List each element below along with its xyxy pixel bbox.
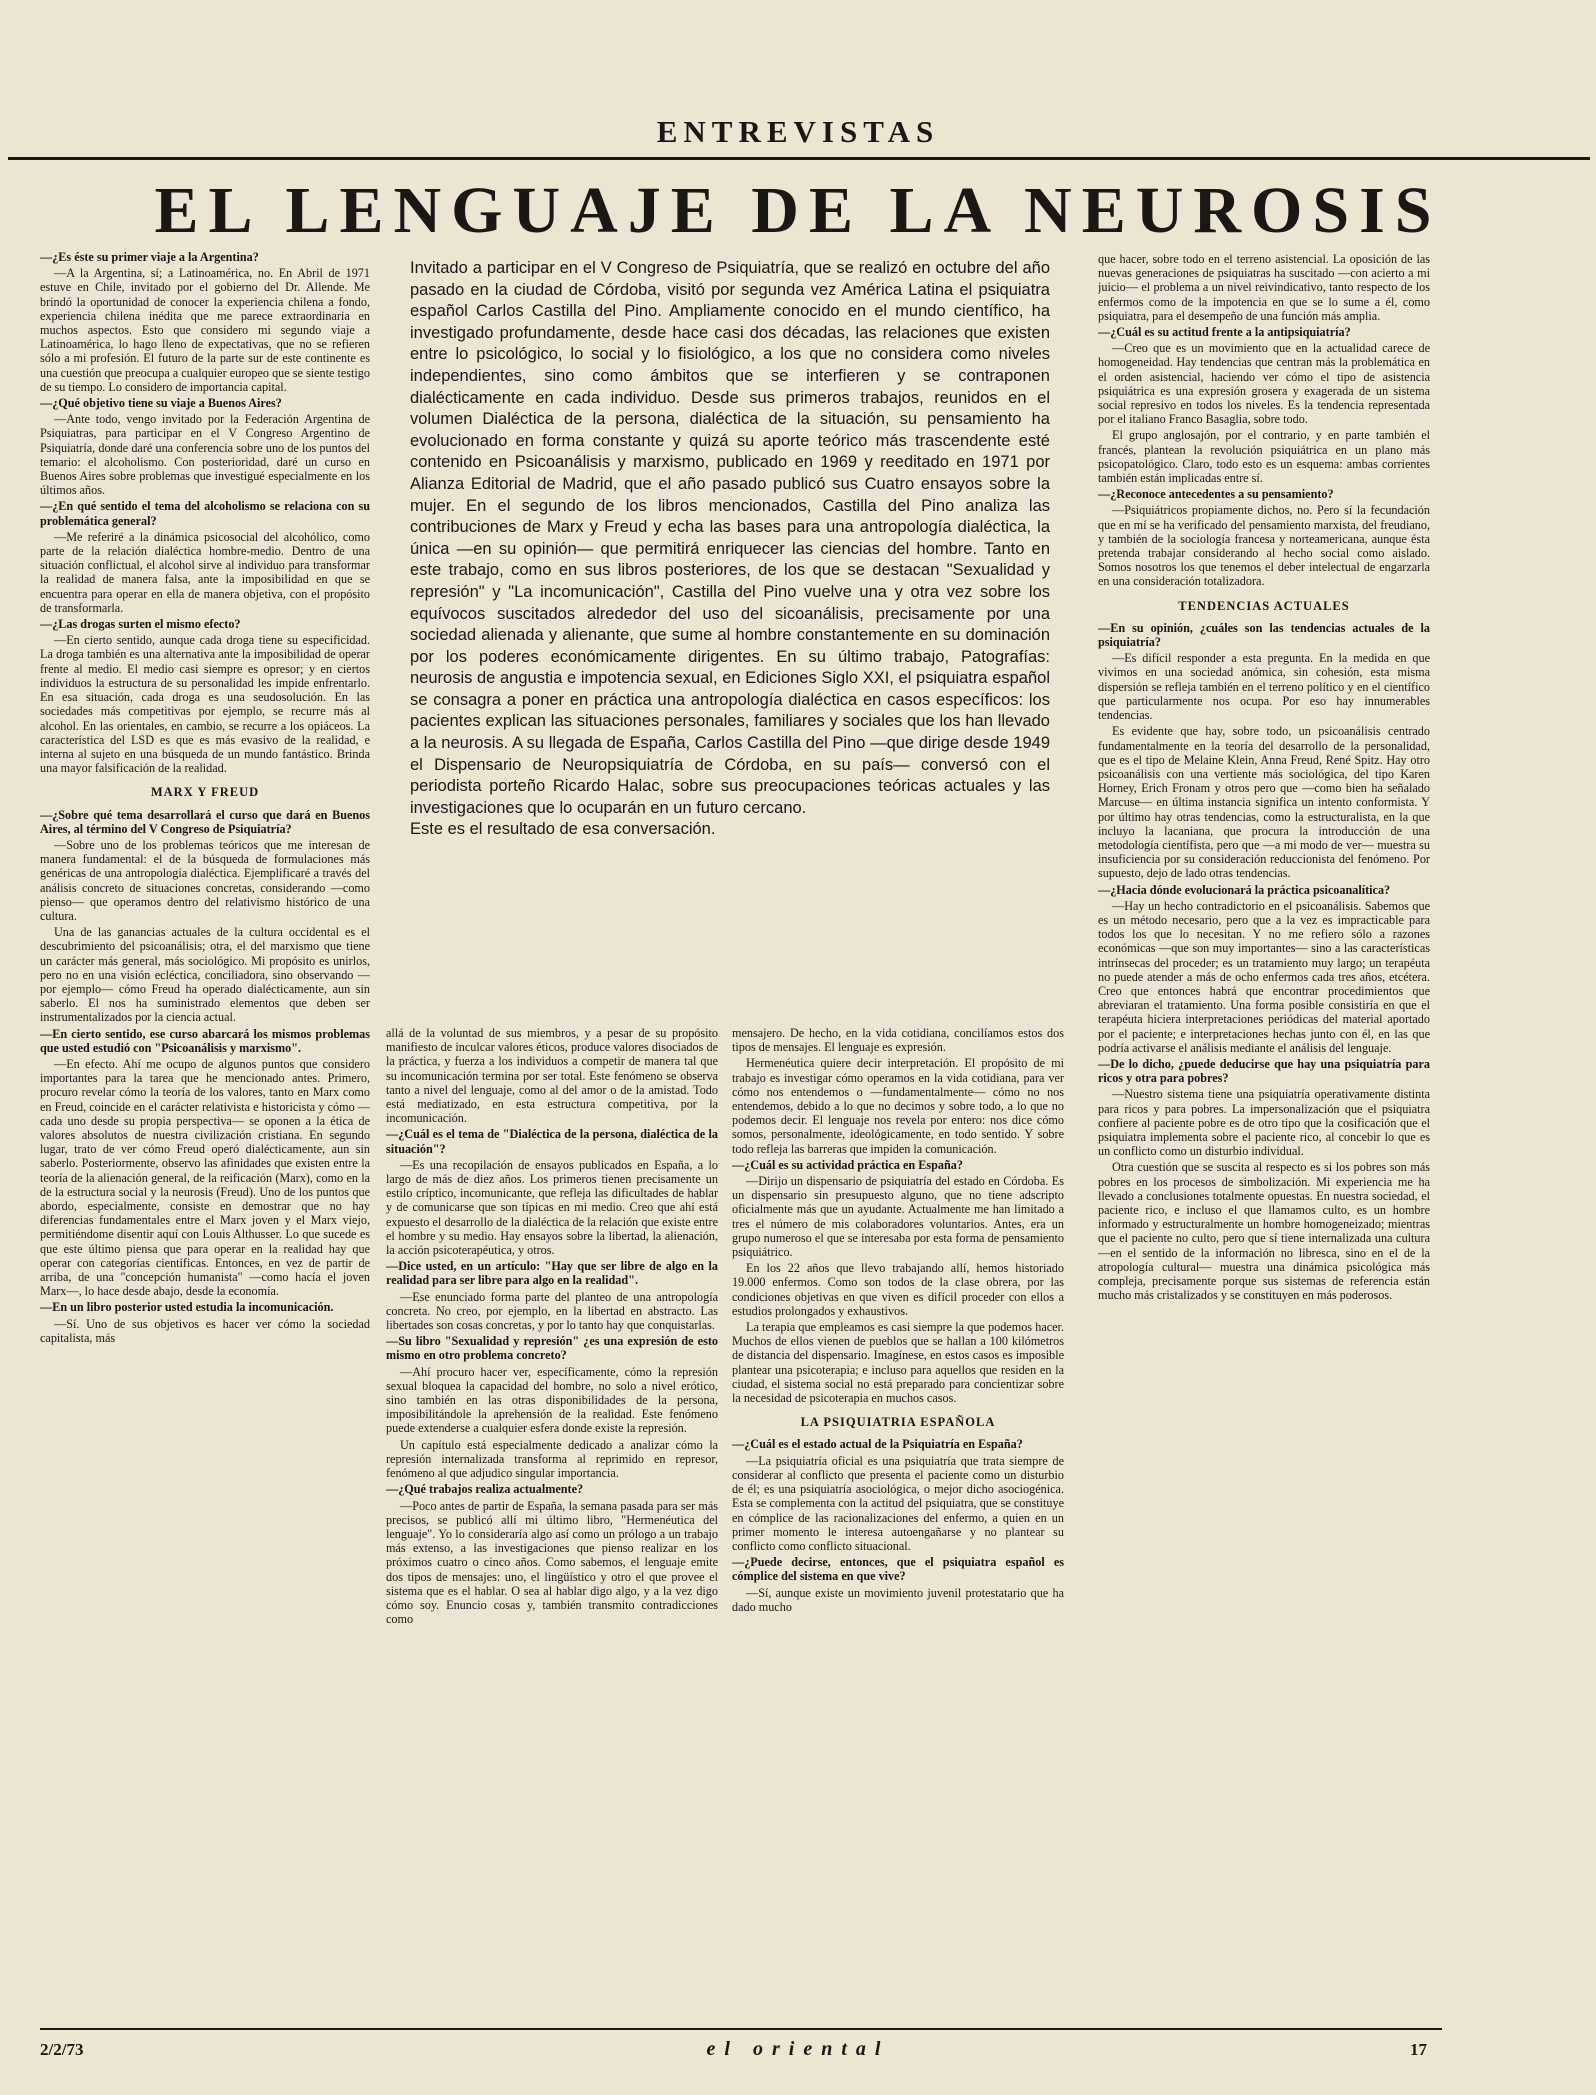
interview-question: —En cierto sentido, ese curso abarcará los mismos problemas que usted estudió con "Psicoanálisis y marxismo". [40, 1026, 370, 1055]
interview-paragraph: —En cierto sentido, aunque cada droga tiene su especificidad. La droga también es una alternativa ante la imposibilidad de operar frente al medio. El medio casi siempre es opresor; y en ciertos individuos la estructura de su personalidad les impide enfrentarlo. En esa situación, cada droga es una seudosolución. En las sociedades más competitivas por ejemplo, se recurre más al alcohol. En las orientales, en cambio, se recurre a los opiáceos. La característica del LSD es que es más evasivo de la realidad, e interna al sujeto en una búsqueda de un mundo fantástico. Brinda una mayor falsificación de la realidad. [40, 633, 370, 776]
interview-paragraph: La terapia que empleamos es casi siempre la que podemos hacer. Muchos de ellos vienen de pueblos que se hallan a 100 kilómetros de distancia del dispensario. Imagínese, en estos casos es imposible plantear una psicoterapia; e incluso para aquellos que residen en la ciudad, el sistema social no está preparado para concientizar sobre la necesidad de psicoterapia en muchos casos. [732, 1320, 1064, 1406]
interview-paragraph: —Nuestro sistema tiene una psiquiatría operativamente distinta para ricos y para pobres. La impersonalización que el psiquiatra confiere al paciente pobre es de otro tipo que la cosificación que el psiquiatra implementa sobre el paciente rico, al concebir lo que es un conflicto como un disturbio individual. [1098, 1087, 1430, 1159]
interview-question: —¿Qué trabajos realiza actualmente? [386, 1482, 584, 1497]
interview-paragraph: En los 22 años que llevo trabajando allí, hemos historiado 19.000 enfermos. Como son todos de la clase obrera, por las condiciones objetivas en que viven es difícil proceder con ellos a estudios prolongados y exhaustivos. [732, 1261, 1064, 1318]
header-rule [8, 157, 1590, 160]
interview-question: —En su opinión, ¿cuáles son las tendencias actuales de la psiquiatría? [1098, 620, 1430, 650]
interview-paragraph: —Sí, aunque existe un movimiento juvenil protestatario que ha dado mucho [732, 1585, 1064, 1614]
interview-paragraph: Hermenéutica quiere decir interpretación. El propósito de mi trabajo es investigar cómo operamos en la vida cotidiana, para ver cómo nos entendemos o —fundamentalmente— cómo no nos entendemos, debido a lo que no decimos y sobre todo, a lo que no podemos decir. El lenguaje nos revela por entero: nos dice cómo somos, personalmente, ideológicamente, en todo sentido. Y sobre todo refleja las barreras que impiden la comunicación. [732, 1056, 1064, 1156]
interview-paragraph: —Poco antes de partir de España, la semana pasada para ser más precisos, se publicó allí mi último libro, "Hermenéutica del lenguaje". Yo lo consideraría algo así como un prólogo a un trabajo más extenso, a las investigaciones que pienso realizar en los próximos cuatro o cinco años. Como sabemos, el lenguaje emite dos tipos de mensajes: uno, el lingüístico y otro el que provee el sistema que es el hablar. O sea al hablar digo algo, y a la vez digo cómo soy. Enuncio cosas y, también transmito contradicciones como [386, 1498, 718, 1627]
footer-page-number: 17 [1410, 2040, 1427, 2059]
interview-question: —¿Las drogas surten el mismo efecto? [40, 617, 241, 632]
interview-question: —¿Qué objetivo tiene su viaje a Buenos Aires? [40, 396, 282, 411]
interview-paragraph: —Es difícil responder a esta pregunta. En la medida en que vivimos en una sociedad anómica, sin cohesión, esta misma dispersión se refleja también en el terreno político y en el científico que particularmente nos ocupa. Por eso hay innumerables tendencias. [1098, 651, 1430, 723]
interview-question: —¿Es éste su primer viaje a la Argentina? [40, 250, 259, 264]
interview-paragraph: —Hay un hecho contradictorio en el psicoanálisis. Sabemos que es un método necesario, pero que a la vez es impracticable para todos los que lo necesitan. Y no me refiero sólo a razones económicas —que son muy importantes— sino a las características intrínsecas del proceder; es un tratamiento muy largo; un terapéuta no puede atender a más de ocho enfermos cada tres años, etcétera. Creo que entonces habrá que encontrar procedimientos que abreviaran el tratamiento. Una forma posible consistiría en que el terapéuta hiciera interpretaciones periódicas del material aportado por el paciente; e interpretaciones hechas junto con él, en las que podría activarse el análisis mediante el análisis del lenguaje. [1098, 898, 1430, 1055]
interview-paragraph: —En efecto. Ahí me ocupo de algunos puntos que considero importantes para la tarea que he mencionado antes. Primero, procuro revelar cómo la teoría de los valores, tanto en Marx como en Freud, coincide en el carácter relativista e historicista y cómo —cada uno desde su propia perspectiva— se oponen a la ética de valores absolutos de nuestra civilización cristiana. En segundo lugar, trato de ver cómo Freud operó dialécticamente, aun sin saberlo. Posteriormente, observo las afinidades que existen entre la teoría de la alienación general, de la reificación (Marx), como en la de la estructura social y la neurosis (Freud). Uno de los puntos que abordo, especialmente, consiste en demostrar que no hay diferencias fundamentales entre el Marx joven y el Marx viejo, permitiéndome disentir aquí con Louis Althusser. Lo que sucede es que este último piensa que para operar en la realidad hay que operar con categorías científicas. Entonces, en vez de partir de arriba, de una "concepción humanista" —como hacía el joven Marx—, lo hace desde abajo, desde la economía. [40, 1056, 370, 1299]
article-column-3 [732, 1026, 1064, 2016]
subheading: LA PSIQUIATRIA ESPAÑOLA [800, 1415, 996, 1430]
interview-paragraph: —Ese enunciado forma parte del planteo de una antropología concreta. No creo, por ejemplo, en la libertad en abstracto. Las libertades son cosas concretas, y por lo tanto hay que conquistarlas. [386, 1289, 718, 1333]
interview-question: —¿Sobre qué tema desarrollará el curso que dará en Buenos Aires, al término del V Congreso de Psiquiatría? [40, 807, 370, 836]
interview-paragraph: —Creo que es un movimiento que en la actualidad carece de homogeneidad. Hay tendencias que centran más la problemática en el orden asistencial, haciendo ver cómo el tipo de asistencia psiquiátrica es una expresión grosera y exagerada de un sistema social represivo en todos los niveles. Es la tendencia representada por el italiano Franco Basaglia, sobre todo. [1098, 341, 1430, 427]
interview-paragraph: mensajero. De hecho, en la vida cotidiana, concilíamos estos dos tipos de mensajes. El lenguaje es expresión. [732, 1026, 1064, 1055]
interview-paragraph: —Ante todo, vengo invitado por la Federación Argentina de Psiquiatras, para participar en el V Congreso Argentino de Psiquiatría, donde daré una conferencia sobre uno de los puntos del temario: el alcoholismo. Con posterioridad, daré un curso en Buenos Aires sobre problemas que investigué especialmente en los últimos años. [40, 412, 370, 498]
interview-question: —Dice usted, en un artículo: "Hay que ser libre de algo en la realidad para ser libre para algo en la realidad". [386, 1259, 718, 1288]
interview-paragraph: Una de las ganancias actuales de la cultura occidental es el descubrimiento del psicoanálisis; otra, el del marxismo que tiene un carácter más general, más sociológico. Mi propósito es unirlos, pero no en una visión ecléctica, conciliadora, sino observando —por ejemplo— cómo Freud ha operado dialécticamente, aun sin saberlo. El nos ha suministrado elementos que deben ser instrumentalizados por la ciencia actual. [40, 925, 370, 1025]
article-column-1 [40, 250, 370, 2015]
interview-question: —¿Hacia dónde evolucionará la práctica psicoanalítica? [1098, 882, 1391, 897]
footer-rule [40, 2028, 1442, 2030]
interview-question: —¿Puede decirse, entonces, que el psiquiatra español es cómplice del sistema en que vive? [732, 1555, 1064, 1584]
intro-text: Invitado a participar en el V Congreso de Psiquiatría, que se realizó en octubre del año pasado en la ciudad de Córdoba, visitó por segunda vez América Latina el psiquiatra español Carlos Castilla del Pino. Ampliamente conocido en el mundo científico, ha investigado profundamente, desde hace casi dos décadas, las relaciones que existen entre lo psicológico, lo social y lo fisiológico, a los que no considera como niveles independientes, sino como ámbitos que se interfieren y se contraponen dialécticamente en cada individuo. Desde sus primeros trabajos, reunidos en el volumen Dialéctica de la persona, dialéctica de la situación, su pensamiento ha evolucionado en forma constante y quizá su aporte teórico más trascendente esté contenido en Psicoanálisis y marxismo, publicado en 1969 y reeditado en 1971 por Alianza Editorial de Madrid, que el año pasado publicó sus Cuatro ensayos sobre la mujer. En el segundo de los libros mencionados, Castilla del Pino analiza las contribuciones de Marx y Freud y echa las bases para una antropología dialéctica, la única —en su opinión— que permitirá enriquecer las ciencias del hombre. Tanto en este trabajo, como en sus libros posteriores, de los que se destacan "Sexualidad y represión" y "La incomunicación", Castilla del Pino vuelve una y otra vez sobre los equívocos suscitados alrededor del uso del sicoanálisis, precisamente por una sociedad alienada y alienante, que sume al hombre constantemente en su dominación por los poderes económicamente dirigentes. En su último trabajo, Patografías: neurosis de angustia e impotencia sexual, en Ediciones Siglo XXI, el psiquiatra español se consagra a poner en práctica una antropología dialéctica en casos específicos: los pacientes explican las situaciones personales, familiares y sociales que los han llevado a la neurosis. A su llegada de España, Carlos Castilla del Pino —que dirige desde 1949 el Dispensario de Neuropsiquiatría de Córdoba, en su país— conversó con el periodista porteño Ricardo Halac, sobre sus preocupaciones teóricas actuales y las investigaciones que lo ocuparán en un futuro cercano. [410, 259, 1050, 817]
interview-paragraph: que hacer, sobre todo en el terreno asistencial. La oposición de las nuevas generaciones de psiquiatras ha suscitado —con acierto a mi juicio— el problema a un nivel reivindicativo, tanto respecto de los enfermos como de la impotencia en que se lo sume a él, como psiquiatra, para el desempeño de una función más amplia. [1098, 252, 1430, 323]
intro-block [410, 258, 1050, 1010]
subheading: MARX Y FREUD [150, 785, 260, 800]
interview-paragraph: —Es una recopilación de ensayos publicados en España, a lo largo de más de diez años. Los primeros tienen precisamente un estilo críptico, incomunicante, que refleja las dificultades de hablar y de comunicarse que son típicas en mi medio. Creo que ahí está expuesto el desarrollo de la dialéctica de la relación que existe entre el hombre y su medio. Hay ensayos sobre la libertad, la alienación, la acción psicoterapéutica, y otros. [386, 1157, 718, 1258]
interview-question: —¿Cuál es el tema de "Dialéctica de la persona, dialéctica de la situación"? [386, 1127, 718, 1156]
interview-paragraph: —Sí. Uno de sus objetivos es hacer ver cómo la sociedad capitalista, más [40, 1316, 370, 1345]
interview-question: —¿Cuál es su actividad práctica en España? [732, 1157, 963, 1172]
article-column-4 [1098, 252, 1430, 2017]
interview-paragraph: —Me referiré a la dinámica psicosocial del alcohólico, como parte de la relación dialéctica hombre-medio. Dentro de una situación conflictual, el alcohol sirve al individuo para transformar la realidad de manera falsa, ante la imposibilidad en que se encuentra para operar en ella de manera objetiva, con el propósito de transformarla. [40, 529, 370, 615]
section-label: ENTREVISTAS [656, 114, 940, 149]
interview-paragraph: —Ahí procuro hacer ver, específicamente, cómo la represión sexual bloquea la capacidad del hombre, no solo a nivel erótico, sino también en las otras disponibilidades de la persona, imposibilitándole la aprehensión de la realidad. Este fenómeno puede extenderse a cualquier esfera donde existe la represión. [386, 1364, 718, 1436]
interview-paragraph: allá de la voluntad de sus miembros, y a pesar de su propósito manifiesto de inculcar valores éticos, produce valores disociados de la práctica, y fuerza a los individuos a competir de manera tal que su incomunicación termina por ser total. Este fenómeno se observa tanto a nivel del lenguaje, como al del amor o de la amistad. Todo está mediatizado, en esta estructura competitiva, por la incomunicación. [386, 1026, 718, 1126]
interview-paragraph: —A la Argentina, sí; a Latinoamérica, no. En Abril de 1971 estuve en Chile, invitado por el gobierno del Dr. Allende. Me brindó la oportunidad de conocer la experiencia chilena a fondo, experiencia chilena inédita que me parece extraordinaria en muchos aspectos. Esto que considero mi segundo viaje a Latinoamérica, lo hago lleno de expectativas, que no se refieren sólo a mi profesión. El futuro de la parte sur de este continente es una cuestión que preocupa a cualquier europeo que se siente testigo de su tiempo. Lo considero de importancia capital. [40, 266, 370, 394]
article-column-2 [386, 1026, 718, 2016]
subheading: TENDENCIAS ACTUALES [1178, 598, 1350, 613]
interview-paragraph: Un capítulo está especialmente dedicado a analizar cómo la represión internalizada transforma al reprimido en represor, fenómeno al que adjudico singular importancia. [386, 1437, 718, 1481]
interview-paragraph: —Dirijo un dispensario de psiquiatría del estado en Córdoba. Es un dispensario sin presupuesto alguno, que no tiene adscripto oficialmente más que un ayudante. Actualmente me han limitado a tres el número de mis colaboradores voluntarios. Antes, era un grupo numeroso el que se interesaba por esta forma de pensamiento psiquiátrico. [732, 1174, 1064, 1260]
interview-question: —En un libro posterior usted estudia la incomunicación. [40, 1300, 334, 1315]
headline: EL LENGUAJE DE LA NEUROSIS [154, 174, 1442, 247]
footer-masthead: el oriental [706, 2038, 890, 2060]
interview-question: —¿Cuál es el estado actual de la Psiquiatría en España? [732, 1437, 1023, 1452]
footer-date: 2/2/73 [40, 2040, 84, 2059]
interview-paragraph: Es evidente que hay, sobre todo, un psicoanálisis centrado fundamentalmente en la teoría del desarrollo de la personalidad, que es el tipo de Melaine Klein, Anna Freud, René Spitz. Hay otro psicoanálisis con una vertiente más sociológica, del tipo Karen Horney, Erich Fronam y otros pero que —como bien ha señalado Marcuse— en última instancia significa un intento conformista. Y por último hay otras tendencias, como la estructuralista, en la que incluyo la lacaniana, que procura la introducción de una metodología científista, pero que —a mi modo de ver— muestra su insuficiencia por su consideración reduccionista del fenómeno. Por supuesto, dejo de lado otras tendencias. [1098, 724, 1430, 881]
interview-paragraph: —La psiquiatría oficial es una psiquiatría que trata siempre de considerar al conflicto que presenta el paciente como un disturbio de él; es una psiquiatría asociológica, o mejor dicho asociogénica. Esta se complementa con la actitud del psiquiatra, que se constituye en cómplice de las racionalizaciones del enfermo, a quien en un primer momento le interesa autoengañarse y no plantear su conflicto como conflicto situacional. [732, 1453, 1064, 1553]
interview-paragraph: —Sobre uno de los problemas teóricos que me interesan de manera fundamental: el de la búsqueda de formulaciones más genéricas de una antropología dialéctica. Ejemplificaré a través del análisis concreto de situaciones concretas, considerando —como pienso— que operamos dentro del relativismo histórico de una cultura. [40, 837, 370, 923]
interview-question: —Su libro "Sexualidad y represión" ¿es una expresión de esto mismo en otro problema concreto? [386, 1334, 718, 1363]
interview-question: —De lo dicho, ¿puede deducirse que hay una psiquiatría para ricos y otra para pobres? [1098, 1056, 1430, 1086]
interview-paragraph: Otra cuestión que se suscita al respecto es si los pobres son más pobres en los procesos de simbolización. Mi experiencia me ha llevado a conclusiones totalmente opuestas. En nuestra sociedad, el paciente rico, e incluso el que llamamos culto, es un hombre informado y estructuralmente un hombre homogeneizado; mientras que el paciente no culto, pero que sí tiene internalizada una cultura —en el sentido de la información no libresca, sino en el de la atropología cultural— muestra una dinámica psicológica más compleja, precisamente porque sus sistemas de referencia están mucho más cristalizados y se constituyen en más poderosos. [1098, 1160, 1430, 1303]
interview-paragraph: El grupo anglosajón, por el contrario, y en parte también el francés, plantean la revolución psiquiátrica en un plano más psicopatológico. Claro, todo esto es un esquema: ambas corrientes también están implicadas entre sí. [1098, 428, 1430, 486]
interview-paragraph: —Psiquiátricos propiamente dichos, no. Pero sí la fecundación que en mí se ha verificado del pensamiento marxista, del freudiano, y también de la sociología francesa y norteamericana, aunque ésta pretenda trabajar considerando al hecho social como aislado. Somos nosotros los que tenemos el deber intelectual de engarzarla en una consideración totalizadora. [1098, 503, 1430, 589]
interview-question: —¿En qué sentido el tema del alcoholismo se relaciona con su problemática general? [40, 499, 370, 528]
intro-closing: Este es el resultado de esa conversación. [410, 820, 716, 839]
interview-question: —¿Reconoce antecedentes a su pensamiento? [1098, 487, 1334, 502]
interview-question: —¿Cuál es su actitud frente a la antipsiquiatría? [1098, 325, 1351, 340]
